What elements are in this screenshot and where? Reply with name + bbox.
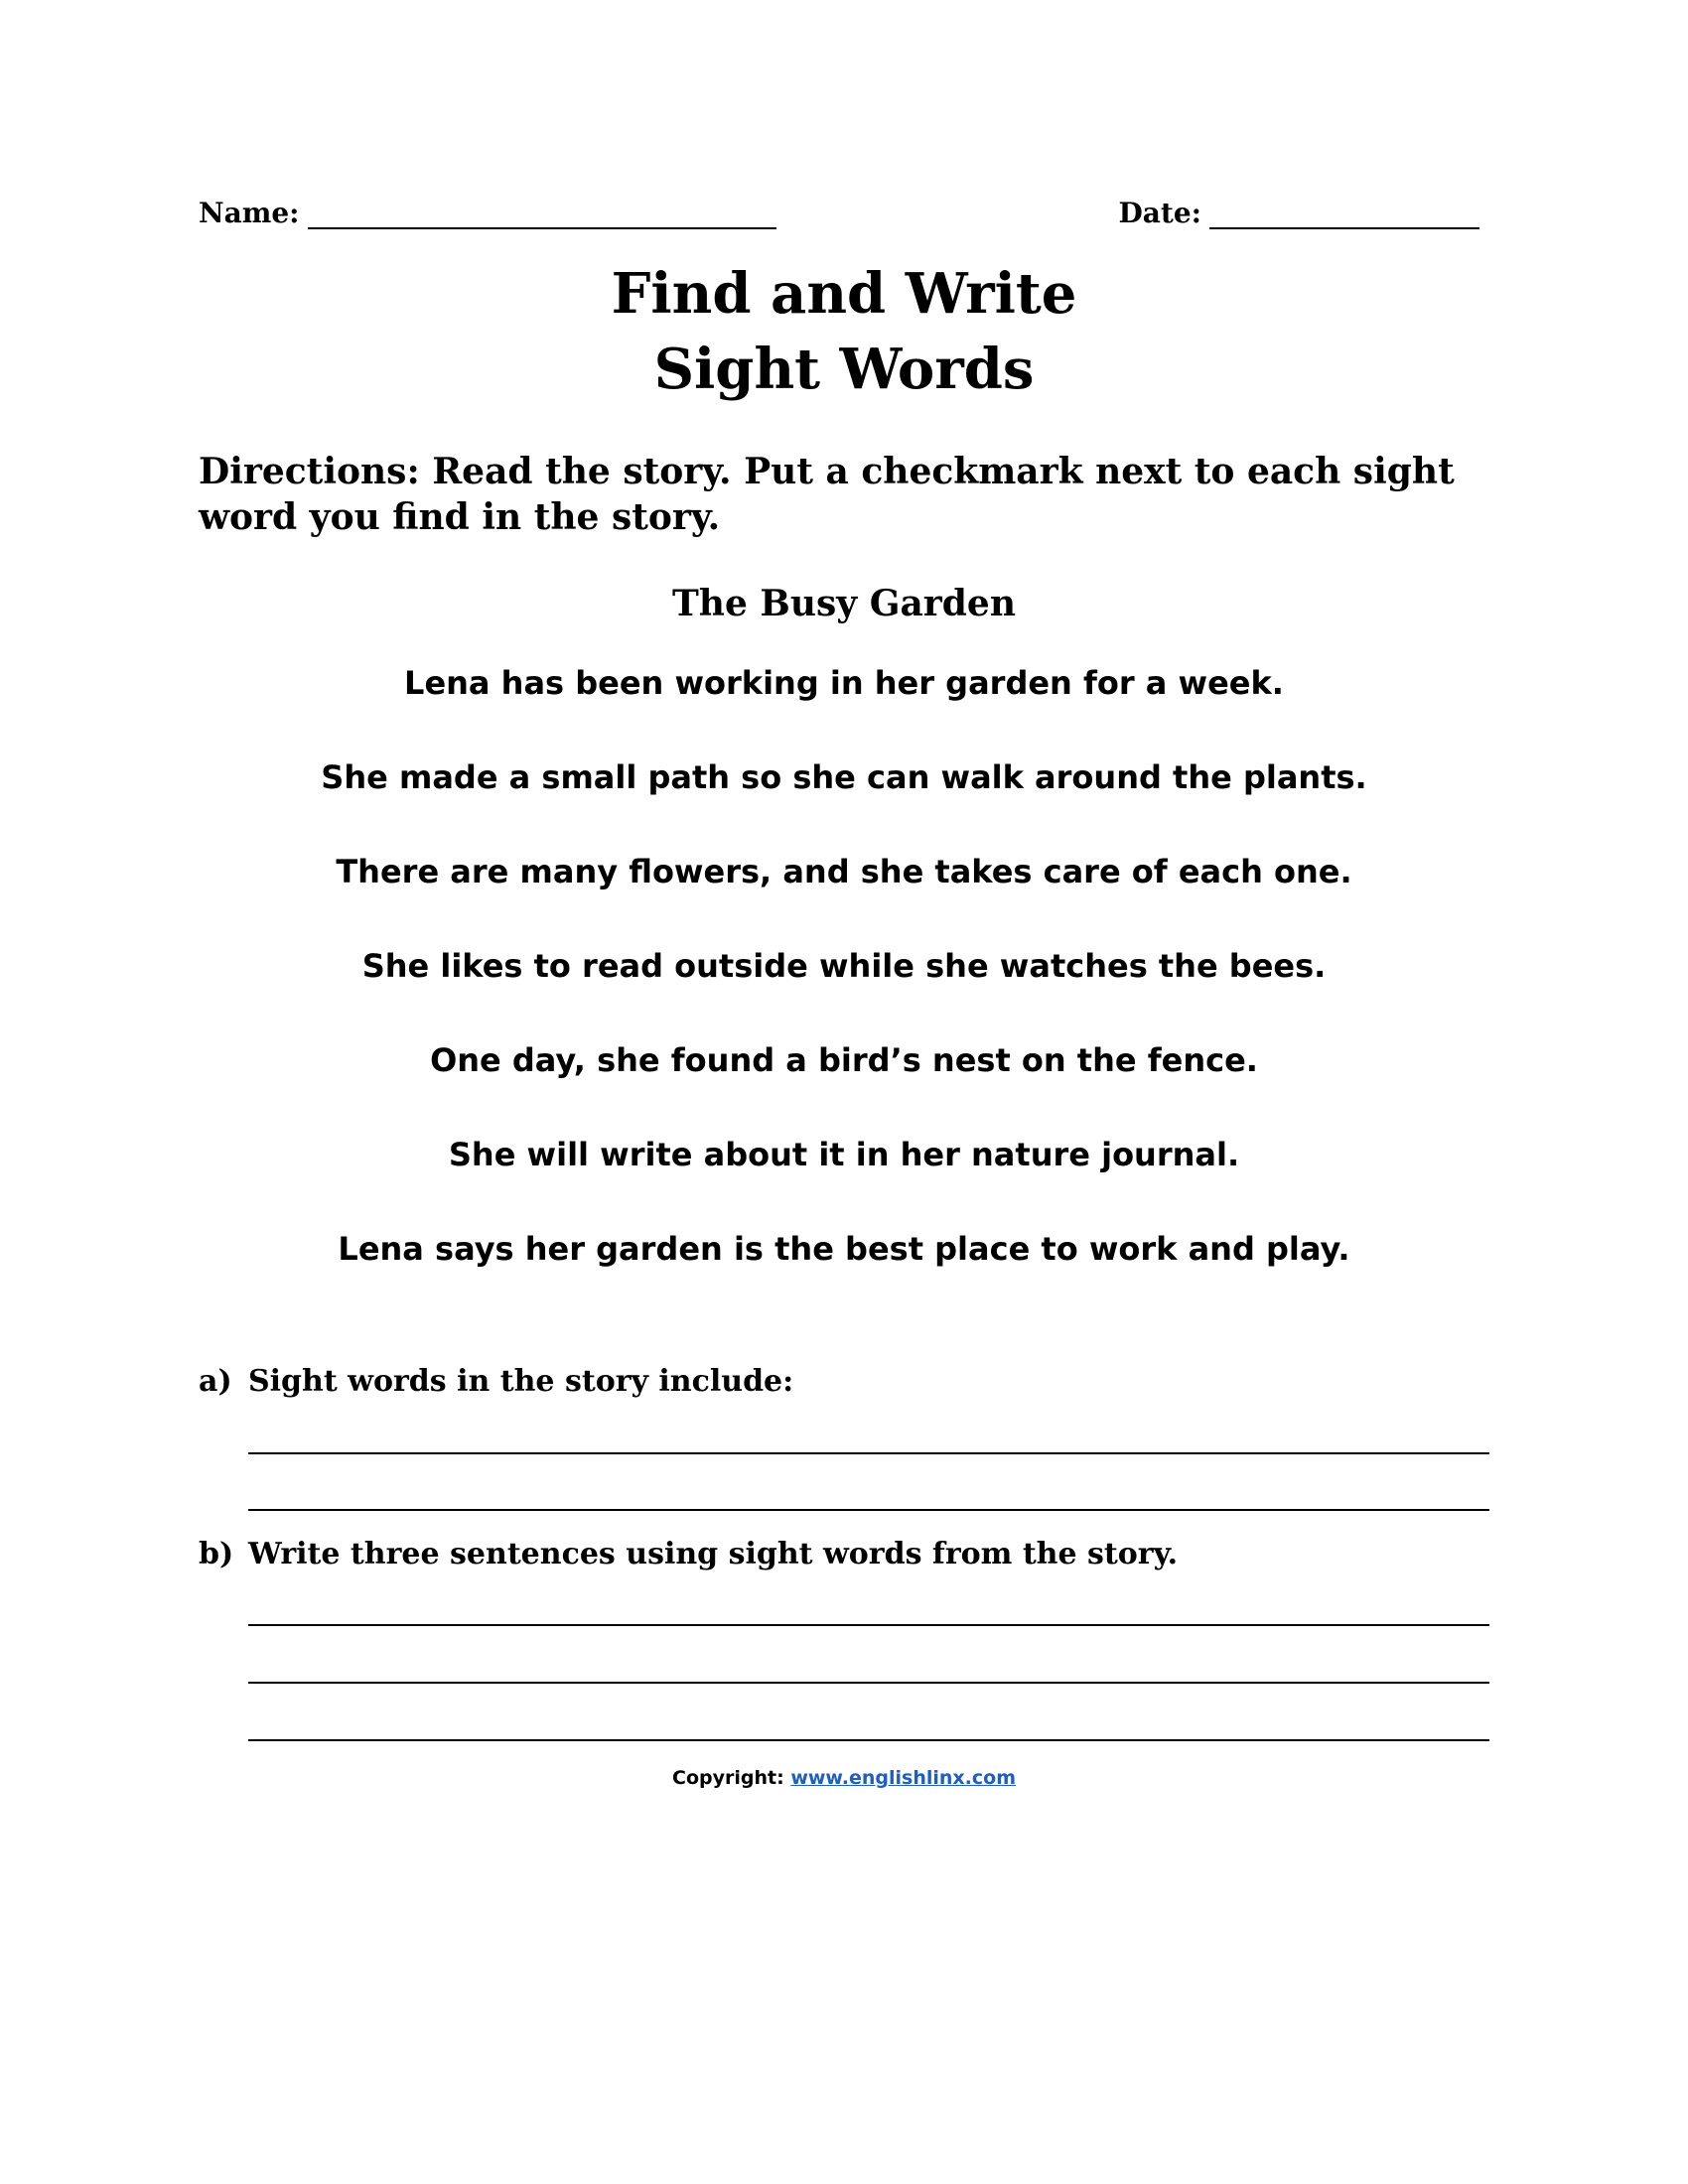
page-title-line-2: Sight Words	[653, 337, 1035, 402]
story-sentences	[0, 663, 1688, 1323]
copyright-label: Copyright:	[672, 1767, 784, 1789]
date-field	[1118, 197, 1479, 229]
answer-line-b-2[interactable]	[248, 1682, 1489, 1684]
question-b-label: b)	[199, 1537, 234, 1571]
question-b-text: Write three sentences using sight words from the story.	[248, 1537, 1179, 1571]
date-label: Date:	[1118, 197, 1201, 229]
story-sentence: She likes to read outside while she watches the bees.	[361, 947, 1327, 985]
page-title-line-1: Find and Write	[611, 261, 1077, 327]
copyright-link[interactable]: www.englishlinx.com	[790, 1767, 1016, 1789]
question-b	[199, 1535, 1489, 1574]
story-sentence: She will write about it in her nature journal.	[448, 1136, 1240, 1173]
story-sentence: Lena says her garden is the best place to work and play.	[338, 1230, 1350, 1268]
header-row	[199, 197, 1479, 236]
answer-line-b-1[interactable]	[248, 1624, 1489, 1626]
answer-line-b-3[interactable]	[248, 1739, 1489, 1741]
story-sentence: One day, she found a bird’s nest on the fence.	[430, 1041, 1258, 1079]
date-blank[interactable]	[1209, 200, 1479, 229]
story-sentence: Lena has been working in her garden for a week.	[404, 664, 1284, 702]
answer-line-a-1[interactable]	[248, 1452, 1489, 1454]
name-blank[interactable]	[308, 200, 776, 229]
directions: Directions: Read the story. Put a checkmark next to each sight word you find in the story.	[199, 451, 1455, 538]
copyright	[0, 1765, 1688, 1791]
question-a-text: Sight words in the story include:	[248, 1364, 794, 1399]
name-label: Name:	[199, 197, 300, 229]
question-a	[199, 1362, 1489, 1402]
story-title: The Busy Garden	[671, 583, 1016, 624]
question-a-label: a)	[199, 1364, 232, 1399]
answer-line-a-2[interactable]	[248, 1509, 1489, 1511]
story-sentence: She made a small path so she can walk around the plants.	[321, 758, 1367, 796]
name-field	[199, 197, 776, 229]
story-sentence: There are many flowers, and she takes care of each one.	[336, 853, 1352, 890]
